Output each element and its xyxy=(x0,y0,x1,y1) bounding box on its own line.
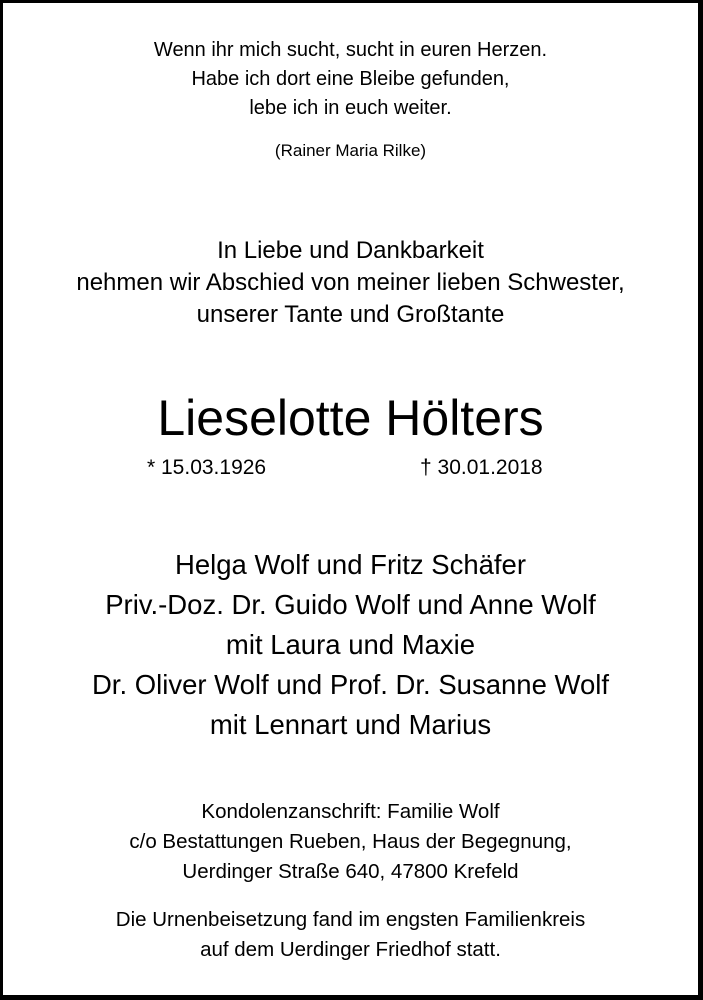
quote-line: Wenn ihr mich sucht, sucht in euren Herzen. xyxy=(153,39,548,61)
address-line: c/o Bestattungen Rueben, Haus der Begegnung, xyxy=(129,830,572,853)
intro-line: nehmen wir Abschied von meiner lieben Schwester, xyxy=(76,269,625,296)
deceased-name: Lieselotte Hölters xyxy=(157,390,544,446)
address-line: Kondolenzanschrift: Familie Wolf xyxy=(201,800,500,823)
death-date: † 30.01.2018 xyxy=(420,456,543,479)
quote-line: Habe ich dort eine Bleibe gefunden, xyxy=(191,68,510,90)
quote-author: (Rainer Maria Rilke) xyxy=(274,141,427,160)
address-line: Uerdinger Straße 640, 47800 Krefeld xyxy=(182,860,519,883)
birth-date: * 15.03.1926 xyxy=(147,456,267,479)
intro-line: unserer Tante und Großtante xyxy=(196,301,505,328)
quote-line: lebe ich in euch weiter. xyxy=(249,97,452,119)
mourner-line: mit Lennart und Marius xyxy=(209,709,492,740)
mourner-line: mit Laura und Maxie xyxy=(225,629,476,660)
mourner-line: Helga Wolf und Fritz Schäfer xyxy=(174,549,527,580)
mourner-line: Priv.-Doz. Dr. Guido Wolf und Anne Wolf xyxy=(105,589,596,620)
life-dates xyxy=(3,456,698,486)
intro-line: In Liebe und Dankbarkeit xyxy=(217,237,484,264)
burial-line: Die Urnenbeisetzung fand im engsten Familienkreis xyxy=(115,908,586,931)
mourner-line: Dr. Oliver Wolf und Prof. Dr. Susanne Wolf xyxy=(91,669,610,700)
burial-line: auf dem Uerdinger Friedhof statt. xyxy=(200,938,501,961)
